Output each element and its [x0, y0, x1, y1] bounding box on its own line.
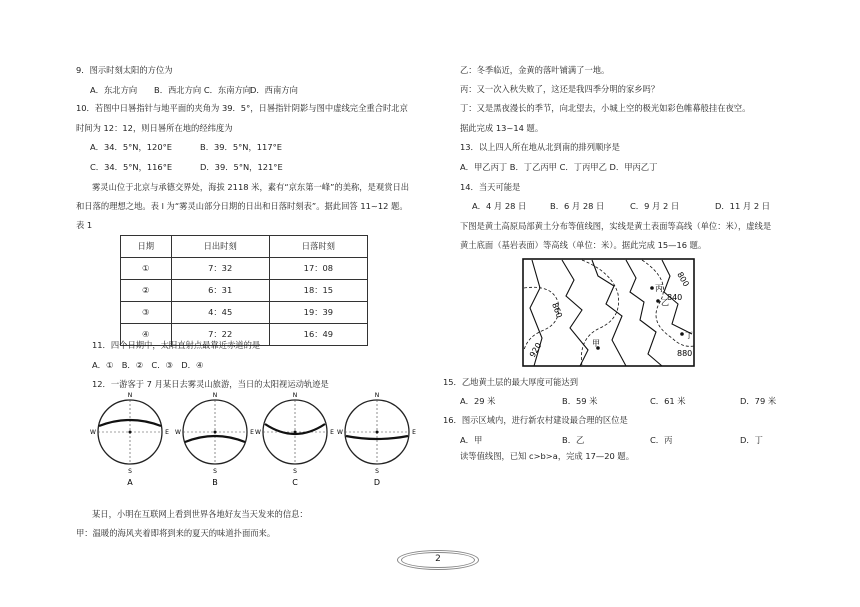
loess-contour-map [522, 258, 697, 368]
contour-label-800: 800 [675, 270, 691, 289]
q12-text: 12．一游客于 7 月某日去雾灵山旅游，当日的太阳视运动轨迹是 [92, 379, 329, 389]
sun-path-diagram-d [337, 392, 416, 487]
q9-opt-d: D．西南方向 [250, 85, 298, 95]
q15-opt-d: D．79 米 [740, 396, 777, 406]
q10-opt-a: A．34．5°N，120°E [90, 142, 172, 152]
q16-opt-a: A．甲 [460, 435, 483, 445]
point-jia: 甲 [592, 339, 600, 348]
table-cell: 17：08 [269, 258, 367, 280]
table-row [121, 302, 368, 324]
msg-ding: 丁：又是黑夜漫长的季节，向北望去，小城上空的极光如彩色帷幕般挂在夜空。 [460, 103, 751, 113]
compass-w: W [337, 429, 343, 436]
q13-options: A．甲乙丙丁 B．丁乙丙甲 C．丁丙甲乙 D．甲丙乙丁 [460, 162, 658, 172]
compass-w: W [90, 429, 96, 436]
compass-n: N [212, 392, 218, 399]
compass-e: E [330, 429, 334, 436]
page-number-badge [397, 550, 479, 570]
diagram-label-d: D [373, 478, 381, 487]
q14-opt-b: B．6 月 28 日 [550, 201, 605, 211]
sun-path-diagram-c [255, 392, 334, 487]
q16-opt-c: C．丙 [650, 435, 673, 445]
point-ding: 丁 [685, 331, 693, 340]
compass-e: E [250, 429, 254, 436]
diagram-label-a: A [127, 478, 133, 487]
story-line1: 某日，小明在互联网上看到世界各地好友当天发来的信息： [92, 509, 308, 519]
q9-opt-a: A．东北方向 [90, 85, 138, 95]
msg-yi: 乙：冬季临近，金黄的落叶铺满了一地。 [460, 65, 610, 75]
q15-text: 15．乙地黄土层的最大厚度可能达到 [443, 377, 579, 387]
q9-opt-bc: B．西北方向 C．东南方向 [154, 85, 252, 95]
q10-line2: 时间为 12：12，则日晷所在地的经纬度为 [76, 123, 233, 133]
diagram-label-c: C [292, 478, 298, 487]
compass-e: E [165, 429, 169, 436]
table-cell: ④ [121, 324, 172, 346]
table-cell: 16：49 [269, 324, 367, 346]
table-header: 日出时刻 [171, 236, 269, 258]
sun-path-diagram-b [175, 392, 254, 487]
q11-options: A．① B．② C．③ D．④ [92, 360, 204, 370]
table-header: 日落时刻 [269, 236, 367, 258]
contour-label-920: 920 [527, 341, 544, 359]
q17-intro: 读等值线图，已知 c>b>a，完成 17—20 题。 [460, 451, 635, 461]
map-intro-line2: 黄土底面（基岩表面）等高线（单位：米）。据此完成 15—16 题。 [460, 240, 707, 250]
sunrise-sunset-table [120, 235, 368, 346]
q14-opt-c: C．9 月 2 日 [630, 201, 680, 211]
table-header: 日期 [121, 236, 172, 258]
q11-text: 11．四个日期中，太阳直射点最靠近赤道的是 [92, 340, 261, 350]
table-cell: 4：45 [171, 302, 269, 324]
point-bing: 丙 [655, 284, 663, 293]
q10-line1: 10．若图中日晷指针与地平面的夹角为 39．5°，日晷指针阴影与图中虚线完全重合时北京 [76, 103, 408, 113]
q15-opt-a: A．29 米 [460, 396, 496, 406]
q16-opt-d: D．丁 [740, 435, 763, 445]
q10-opt-b: B．39．5°N，117°E [200, 142, 283, 152]
compass-w: W [255, 429, 261, 436]
table-cell: ② [121, 280, 172, 302]
compass-s: S [213, 468, 217, 475]
table-row [121, 280, 368, 302]
compass-w: W [175, 429, 181, 436]
table-caption: 表 1 [76, 220, 93, 230]
q9-text: 9．图示时刻太阳的方位为 [76, 65, 173, 75]
q10-opt-d: D．39．5°N，121°E [200, 162, 283, 172]
q14-opt-a: A．4 月 28 日 [472, 201, 527, 211]
q15-opt-c: C．61 米 [650, 396, 686, 406]
contour-label-880: 880 [677, 349, 693, 358]
diagram-label-b: B [212, 478, 218, 487]
compass-e: E [412, 429, 416, 436]
table-cell: 19：39 [269, 302, 367, 324]
table-cell: ① [121, 258, 172, 280]
table-cell: ③ [121, 302, 172, 324]
compass-s: S [293, 468, 297, 475]
table-cell: 18：15 [269, 280, 367, 302]
compass-n: N [374, 392, 380, 399]
q14-text: 14．当天可能是 [460, 182, 521, 192]
q16-opt-b: B．乙 [562, 435, 585, 445]
map-intro-line1: 下图是黄土高原局部黄土分布等值线图，实线是黄土表面等高线（单位：米），虚线是 [460, 221, 772, 231]
intro-line2: 和日落的理想之地。表 l 为“雾灵山部分日期的日出和日落时刻表”。据此回答 11~12 题。 [76, 201, 408, 211]
point-yi: 乙 [661, 298, 669, 307]
q10-opt-c: C．34．5°N，116°E [90, 162, 173, 172]
intro-line1: 雾灵山位于北京与承德交界处，海拔 2118 米，素有“京东第一峰”的美称，是观赏日出 [92, 182, 410, 192]
contour-label-860: 860 [550, 301, 564, 320]
q15-opt-b: B．59 米 [562, 396, 598, 406]
contour-label-840: 840 [667, 293, 683, 302]
q14-opt-d: D．11 月 2 日 [715, 201, 771, 211]
table-cell: 7：22 [171, 324, 269, 346]
page-number: 2 [435, 554, 441, 564]
answer-prompt: 据此完成 13~14 题。 [460, 123, 544, 133]
compass-n: N [292, 392, 298, 399]
q13-text: 13．以上四人所在地从北到南的排列顺序是 [460, 142, 620, 152]
compass-n: N [127, 392, 133, 399]
table-row [121, 258, 368, 280]
story-line2: 甲：温暖的海风夹着即将到来的夏天的味道扑面而来。 [76, 528, 276, 538]
table-cell: 7：32 [171, 258, 269, 280]
compass-s: S [375, 468, 379, 475]
q16-text: 16．图示区域内，进行新农村建设最合理的区位是 [443, 415, 628, 425]
msg-bing: 丙：又一次入秋失败了，这还是我四季分明的家乡吗？ [460, 84, 660, 94]
sun-path-diagram-a [90, 392, 169, 487]
sun-path-diagrams [80, 392, 420, 487]
table-cell: 6：31 [171, 280, 269, 302]
compass-s: S [128, 468, 132, 475]
